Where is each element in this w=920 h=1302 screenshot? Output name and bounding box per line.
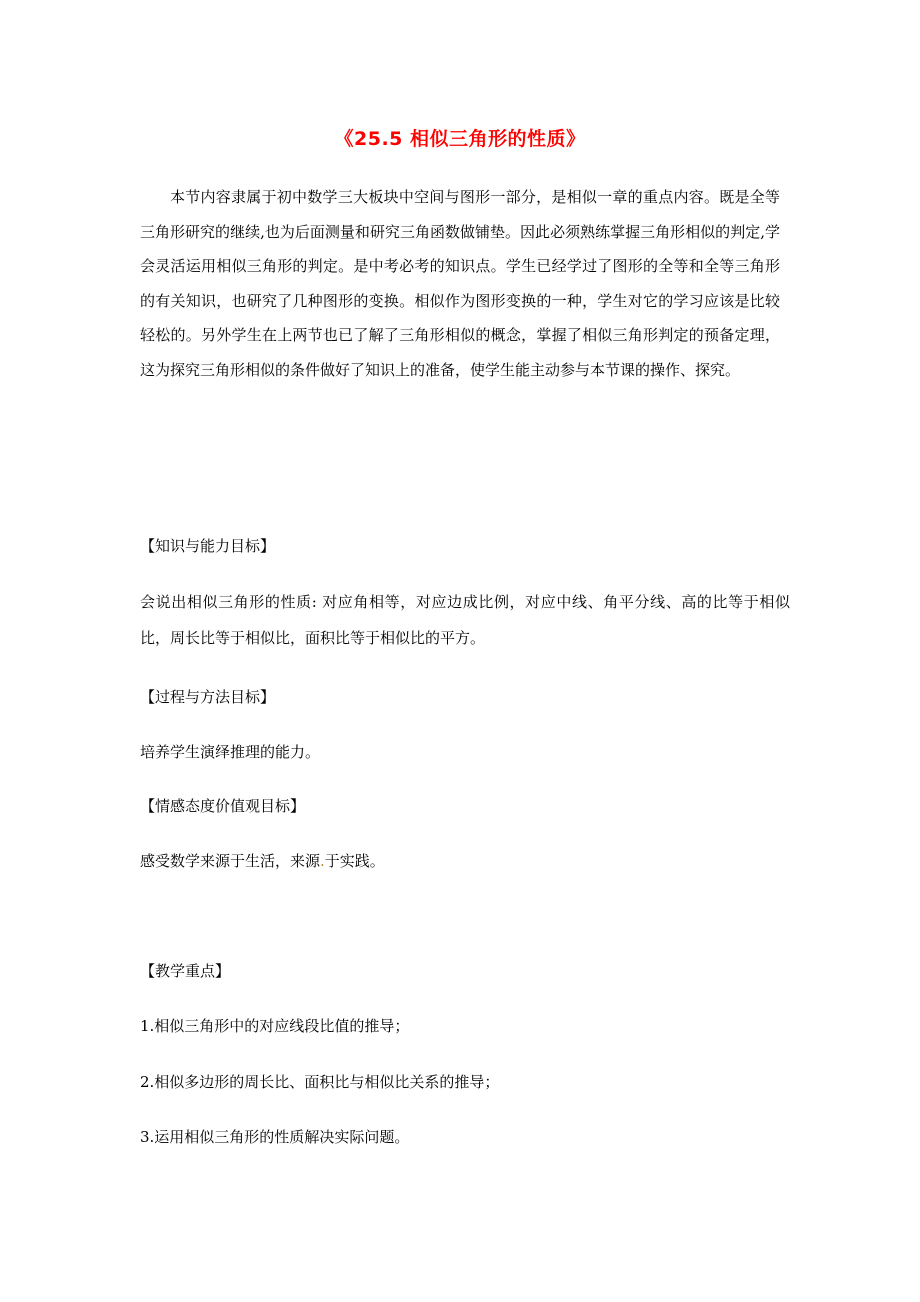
document-title: 《25.5 相似三角形的性质》 [334,128,586,150]
key-point-item-1: 1.相似三角形中的对应线段比值的推导； [140,1017,410,1035]
emotion-heading: 【情感态度价值观目标】 [140,797,306,815]
knowledge-text: 会说出相似三角形的性质: 对应角相等，对应边成比例，对应中线、角平分线、高的比等于相似比，周长比等于相似比，面积比等于相似比的平方。 [140,593,790,647]
emotion-text-part-b: 于实践。 [324,852,385,870]
emotion-text-part-a: 感受数学来源于生活，来源 [140,852,321,870]
process-heading: 【过程与方法目标】 [140,688,276,706]
key-points-heading: 【教学重点】 [140,962,231,980]
key-point-item-3: 3.运用相似三角形的性质解决实际问题。 [140,1128,410,1146]
key-point-item-2: 2.相似多边形的周长比、面积比与相似比关系的推导； [140,1073,500,1091]
process-text: 培养学生演绎推理的能力。 [140,743,321,761]
emotion-text [140,850,790,871]
intro-paragraph: 本节内容隶属于初中数学三大板块中空间与图形一部分，是相似一章的重点内容。既是全等三角形研究的继续,也为后面测量和研究三角函数做铺垫。因此必须熟练掌握三角形相似的判定,学会灵活运用相似三角形的判定。是中考必考的知识点。学生已经学过了图形的全等和全等三角形的有关知识，也研究了几种图形的变换。相似作为图形变换的一种，学生对它的学习应该是比较轻松的。另外学生在上两节也已了解了三角形相似的概念，掌握了相似三角形判定的预备定理，这为探究三角形相似的条件做好了知识上的准备，使学生能主动参与本节课的操作、探究。 [140,188,780,379]
emotion-text-mark: . [320,852,325,870]
knowledge-heading: 【知识与能力目标】 [140,537,276,555]
